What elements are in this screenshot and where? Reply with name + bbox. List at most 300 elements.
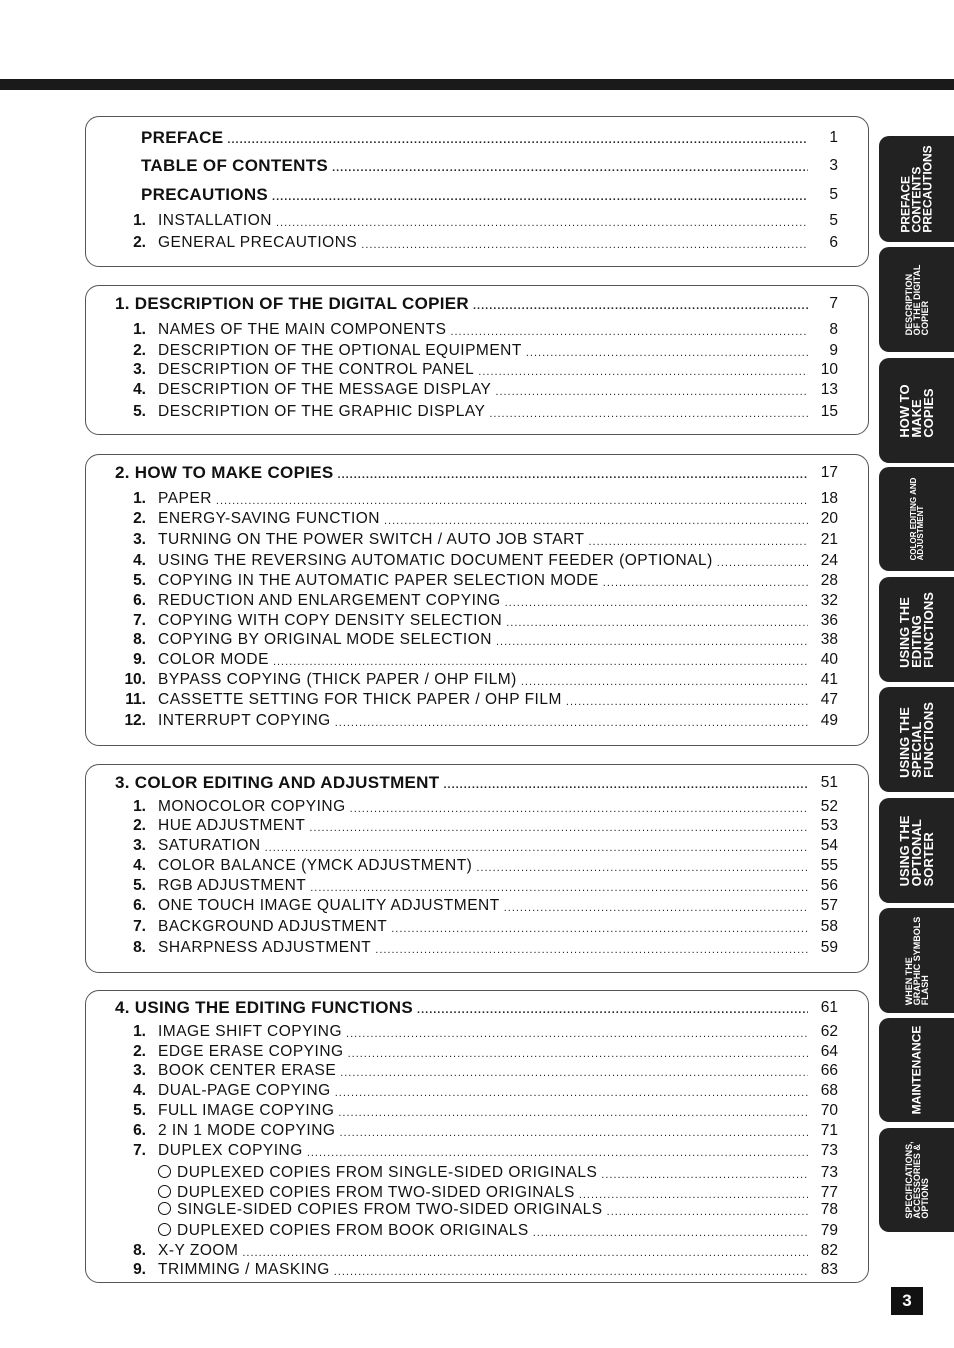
circle-bullet-icon: [158, 1223, 171, 1236]
toc-entry-title: [158, 631, 492, 649]
toc-entry[interactable]: [86, 529, 868, 549]
toc-page-number: 82: [820, 1242, 838, 1259]
toc-entry[interactable]: [86, 710, 868, 730]
toc-entry-title: [158, 651, 269, 669]
toc-entry-title: [158, 552, 713, 570]
toc-page-number: 56: [820, 877, 838, 894]
toc-entry-number: 6.: [133, 897, 146, 914]
toc-entry-label: MONOCOLOR COPYING: [158, 798, 346, 815]
dot-leader: [473, 299, 808, 313]
toc-page-number: 41: [820, 671, 838, 688]
toc-entry-title: [115, 464, 334, 482]
toc-entry-label: BOOK CENTER ERASE: [158, 1062, 337, 1079]
chapter-tab-line: PREFACE: [898, 175, 912, 233]
chapter-tab-line: SPECIFICATIONS,: [903, 1141, 914, 1219]
toc-entry-number: 8.: [133, 1242, 146, 1259]
toc-entry-title: [158, 510, 380, 528]
dot-leader: [450, 325, 808, 339]
toc-entry-number: 4.: [133, 1082, 146, 1099]
toc-entry[interactable]: [86, 937, 868, 957]
chapter-tab-label: [896, 591, 936, 668]
dot-leader: [603, 576, 808, 590]
toc-entry[interactable]: [86, 1100, 868, 1120]
chapter-tab-line: MAKE: [908, 398, 924, 438]
toc-entry[interactable]: [86, 1220, 868, 1240]
chapter-tab-line: SORTER: [920, 831, 936, 886]
toc-heading[interactable]: [86, 155, 868, 175]
toc-entry[interactable]: [86, 210, 868, 230]
dot-leader: [335, 1086, 808, 1100]
chapter-tab-line: EDITING: [908, 614, 924, 668]
toc-entry-number: 8.: [133, 939, 146, 956]
chapter-tab-label: [910, 478, 924, 561]
toc-entry-label: 2 IN 1 MODE COPYING: [158, 1122, 336, 1139]
toc-entry-number: 1.: [133, 1023, 146, 1040]
toc-entry[interactable]: [86, 815, 868, 835]
toc-entry-title: [141, 129, 223, 147]
dot-leader: [272, 190, 808, 204]
toc-entry[interactable]: [86, 669, 868, 689]
toc-entry-label: TABLE OF CONTENTS: [141, 156, 329, 175]
toc-entry-label: FULL IMAGE COPYING: [158, 1102, 335, 1119]
toc-entry-label: DESCRIPTION OF THE CONTROL PANEL: [158, 361, 475, 378]
toc-entry[interactable]: [86, 1060, 868, 1080]
toc-entry-label: HUE ADJUSTMENT: [158, 817, 306, 834]
toc-entry[interactable]: [86, 1080, 868, 1100]
toc-entry-label: PREFACE: [141, 128, 224, 147]
chapter-tab-label: [896, 815, 936, 886]
toc-entry-label: SATURATION: [158, 837, 261, 854]
chapter-tab-line: USING THE: [896, 815, 912, 886]
toc-entry-label: 4. USING THE EDITING FUNCTIONS: [115, 998, 414, 1017]
dot-leader: [375, 943, 808, 957]
chapter-tab[interactable]: [879, 908, 954, 1013]
toc-entry-title: [158, 897, 500, 915]
toc-page-number: 20: [820, 510, 838, 527]
toc-entry-title: [158, 592, 501, 610]
chapter-tab-line: COPIES: [920, 387, 936, 438]
toc-entry-title: [115, 999, 413, 1017]
toc-page-number: 66: [820, 1062, 838, 1079]
toc-entry-number: 5.: [133, 403, 146, 420]
toc-entry-title: [158, 939, 371, 957]
toc-entry-label: DUPLEX COPYING: [158, 1142, 303, 1159]
toc-entry-label: TURNING ON THE POWER SWITCH / AUTO JOB START: [158, 531, 585, 548]
chapter-tab-line: CONTENTS: [909, 166, 923, 233]
toc-entry-title: [158, 837, 261, 855]
chapter-tab[interactable]: [879, 1018, 954, 1122]
toc-page-number: 78: [820, 1201, 838, 1218]
toc-entry-number: 1.: [133, 798, 146, 815]
toc-heading[interactable]: [86, 462, 868, 482]
dot-leader: [339, 1126, 808, 1140]
toc-entry-title: [158, 212, 272, 230]
chapter-tab[interactable]: [879, 687, 954, 792]
toc-heading[interactable]: [86, 997, 868, 1017]
dot-leader: [417, 1003, 808, 1017]
toc-page-number: 5: [829, 186, 838, 203]
dot-leader: [526, 346, 808, 360]
toc-entry-number: 5.: [133, 1102, 146, 1119]
dot-leader: [265, 841, 808, 855]
toc-page-number: 52: [820, 798, 838, 815]
toc-entry[interactable]: [86, 508, 868, 528]
circle-bullet-icon: [158, 1185, 171, 1198]
chapter-tab-line: WHEN THE: [903, 956, 914, 1005]
toc-entry-label: DUPLEXED COPIES FROM TWO-SIDED ORIGINALS: [177, 1184, 575, 1201]
toc-page-number: 73: [820, 1164, 838, 1181]
toc-page-number: 24: [820, 552, 838, 569]
toc-entry[interactable]: [86, 610, 868, 630]
toc-entry[interactable]: [86, 232, 868, 252]
toc-entry-label: BYPASS COPYING (THICK PAPER / OHP FILM): [158, 671, 517, 688]
dot-leader: [242, 1246, 808, 1260]
dot-leader: [476, 861, 808, 875]
dot-leader: [227, 133, 808, 147]
dot-leader: [335, 716, 808, 730]
toc-page-number: 17: [820, 464, 838, 481]
toc-page-number: 9: [829, 342, 838, 359]
toc-entry[interactable]: [86, 1021, 868, 1041]
dot-leader: [717, 556, 808, 570]
toc-entry-number: 4.: [133, 381, 146, 398]
toc-entry-number: 3.: [133, 361, 146, 378]
toc-section-ch2: [85, 454, 869, 746]
toc-page-number: 51: [820, 774, 838, 791]
chapter-tab[interactable]: [879, 136, 954, 242]
toc-entry-number: 12.: [124, 712, 146, 729]
chapter-tab-line: HOW TO: [896, 383, 912, 438]
toc-entry-title: [158, 712, 331, 730]
toc-entry-title: [158, 1142, 303, 1160]
toc-entry-number: 5.: [133, 572, 146, 589]
toc-entry-number: 2.: [133, 510, 146, 527]
dot-leader: [504, 901, 808, 915]
dot-leader: [332, 161, 808, 175]
chapter-tab-line: ADJUSTMENT: [915, 505, 925, 561]
toc-entry-label: RGB ADJUSTMENT: [158, 877, 307, 894]
dot-leader: [346, 1027, 808, 1041]
toc-page-number: 55: [820, 857, 838, 874]
toc-entry-label: SINGLE-SIDED COPIES FROM TWO-SIDED ORIGINALS: [177, 1201, 603, 1218]
toc-entry-label: COPYING BY ORIGINAL MODE SELECTION: [158, 631, 492, 648]
toc-entry-title: [158, 1261, 330, 1279]
toc-entry-label: DESCRIPTION OF THE OPTIONAL EQUIPMENT: [158, 342, 522, 359]
toc-entry-label: EDGE ERASE COPYING: [158, 1043, 344, 1060]
chapter-tab-line: DESCRIPTION: [903, 273, 914, 335]
toc-page-number: 38: [820, 631, 838, 648]
toc-entry-number: 5.: [133, 877, 146, 894]
chapter-tab[interactable]: [879, 358, 954, 463]
toc-page-number: 70: [820, 1102, 838, 1119]
chapter-tab-label: [900, 145, 933, 232]
toc-page-number: 6: [829, 234, 838, 251]
chapter-tab-line: MAINTENANCE: [909, 1025, 923, 1115]
dot-leader: [496, 635, 808, 649]
toc-entry[interactable]: [86, 590, 868, 610]
chapter-tab[interactable]: [879, 577, 954, 682]
chapter-tab[interactable]: [879, 247, 954, 352]
chapter-tab-label: [905, 916, 929, 1005]
chapter-tab-label: [905, 1141, 929, 1218]
chapter-tab-label: [896, 383, 936, 438]
toc-entry-title: [158, 490, 212, 508]
chapter-tab-line: FUNCTIONS: [920, 701, 936, 778]
toc-entry[interactable]: [86, 1120, 868, 1140]
toc-entry-title: [158, 798, 346, 816]
top-rule: [0, 79, 954, 90]
chapter-tab-line: USING THE: [896, 706, 912, 778]
dot-leader: [495, 385, 808, 399]
toc-page-number: 64: [820, 1043, 838, 1060]
toc-entry-number: 2.: [133, 234, 146, 251]
dot-leader: [350, 802, 808, 816]
toc-entry[interactable]: [86, 629, 868, 649]
dot-leader: [443, 778, 808, 792]
toc-entry-title: [141, 157, 328, 175]
toc-page-number: 40: [820, 651, 838, 668]
toc-page-number: 71: [820, 1122, 838, 1139]
toc-entry-title: [158, 1062, 336, 1080]
toc-entry-title: [158, 572, 599, 590]
toc-entry-label: COPYING IN THE AUTOMATIC PAPER SELECTION MODE: [158, 572, 599, 589]
dot-leader: [489, 407, 808, 421]
toc-entry-number: 4.: [133, 857, 146, 874]
toc-entry-number: 6.: [133, 1122, 146, 1139]
chapter-tab-line: PRECAUTIONS: [920, 145, 934, 233]
toc-entry-label: CASSETTE SETTING FOR THICK PAPER / OHP FILM: [158, 691, 562, 708]
chapter-tab-line: ACCESSORIES &: [911, 1144, 922, 1219]
toc-entry-title: [158, 612, 502, 630]
chapter-tab-line: FLASH: [919, 974, 930, 1005]
toc-heading[interactable]: [86, 293, 868, 313]
dot-leader: [533, 1226, 808, 1240]
toc-entry-title: [158, 1201, 603, 1219]
toc-page-number: 68: [820, 1082, 838, 1099]
toc-section-ch3: [85, 764, 869, 973]
toc-entry-label: USING THE REVERSING AUTOMATIC DOCUMENT FEEDER (OPTIONAL): [158, 552, 713, 569]
toc-entry-title: [115, 774, 439, 792]
chapter-tab-line: OPTIONAL: [908, 818, 924, 886]
toc-entry-number: 8.: [133, 631, 146, 648]
toc-entry[interactable]: [86, 1240, 868, 1260]
toc-heading[interactable]: [86, 772, 868, 792]
toc-page-number: 62: [820, 1023, 838, 1040]
toc-entry-title: [158, 691, 562, 709]
toc-page-number: 28: [820, 572, 838, 589]
toc-entry-label: DUPLEXED COPIES FROM BOOK ORIGINALS: [177, 1222, 529, 1239]
toc-entry-number: 7.: [133, 1142, 146, 1159]
dot-leader: [506, 616, 808, 630]
toc-entry-label: 1. DESCRIPTION OF THE DIGITAL COPIER: [115, 294, 469, 313]
toc-page-number: 53: [820, 817, 838, 834]
toc-page-number: 10: [820, 361, 838, 378]
toc-entry-title: [158, 234, 357, 252]
dot-leader: [276, 216, 808, 230]
toc-entry-label: DESCRIPTION OF THE MESSAGE DISPLAY: [158, 381, 492, 398]
toc-entry-title: [115, 295, 469, 313]
chapter-tab-line: SPECIAL: [908, 721, 924, 778]
dot-leader: [478, 365, 808, 379]
toc-entry-number: 2.: [133, 1043, 146, 1060]
toc-entry-title: [158, 1222, 529, 1240]
dot-leader: [607, 1205, 808, 1219]
dot-leader: [505, 596, 808, 610]
toc-page-number: 7: [829, 295, 838, 312]
toc-entry-label: BACKGROUND ADJUSTMENT: [158, 918, 388, 935]
toc-entry-number: 9.: [133, 1261, 146, 1278]
toc-entry-title: [158, 1164, 597, 1182]
chapter-tab-line: COLOR EDITING AND: [908, 477, 918, 561]
toc-page-number: 59: [820, 939, 838, 956]
dot-leader: [273, 655, 808, 669]
toc-entry-label: DUPLEXED COPIES FROM SINGLE-SIDED ORIGINALS: [177, 1164, 598, 1181]
toc-page-number: 49: [820, 712, 838, 729]
toc-entry-title: [158, 918, 387, 936]
toc-entry-label: ENERGY-SAVING FUNCTION: [158, 510, 380, 527]
chapter-tab[interactable]: [879, 467, 954, 571]
toc-entry[interactable]: [86, 379, 868, 399]
toc-entry[interactable]: [86, 1199, 868, 1219]
toc-section-ch1: [85, 285, 869, 435]
toc-entry-number: 9.: [133, 651, 146, 668]
dot-leader: [384, 514, 808, 528]
toc-entry-title: [158, 1082, 331, 1100]
toc-entry-label: PAPER: [158, 490, 212, 507]
toc-page-number: 83: [820, 1261, 838, 1278]
toc-page-number: 73: [820, 1142, 838, 1159]
toc-entry-title: [158, 1122, 335, 1140]
toc-heading[interactable]: [86, 184, 868, 204]
chapter-tab-line: FUNCTIONS: [920, 591, 936, 668]
dot-leader: [340, 1066, 808, 1080]
toc-section-ch4: [85, 990, 869, 1283]
chapter-tab-label: [896, 701, 936, 778]
toc-entry-title: [158, 531, 584, 549]
dot-leader: [601, 1168, 808, 1182]
toc-heading[interactable]: [86, 127, 868, 147]
toc-page-number: 3: [829, 157, 838, 174]
toc-entry-number: 1.: [133, 490, 146, 507]
toc-entry[interactable]: [86, 1140, 868, 1160]
toc-page-number: 57: [820, 897, 838, 914]
chapter-tab[interactable]: [879, 1128, 954, 1232]
toc-entry-label: REDUCTION AND ENLARGEMENT COPYING: [158, 592, 501, 609]
chapter-tab-line: OF THE DIGITAL: [911, 264, 922, 335]
toc-entry-title: [158, 1102, 334, 1120]
toc-entry-title: [158, 817, 305, 835]
toc-entry-label: SHARPNESS ADJUSTMENT: [158, 939, 372, 956]
toc-entry-label: COLOR BALANCE (YMCK ADJUSTMENT): [158, 857, 473, 874]
toc-page-number: 15: [820, 403, 838, 420]
dot-leader: [361, 238, 808, 252]
toc-entry[interactable]: [86, 875, 868, 895]
toc-entry-label: GENERAL PRECAUTIONS: [158, 234, 358, 251]
toc-entry-number: 6.: [133, 592, 146, 609]
toc-entry-number: 4.: [133, 552, 146, 569]
toc-entry-title: [158, 321, 446, 339]
toc-entry[interactable]: [86, 550, 868, 570]
toc-entry[interactable]: [86, 401, 868, 421]
toc-entry-number: 7.: [133, 612, 146, 629]
circle-bullet-icon: [158, 1165, 171, 1178]
dot-leader: [588, 535, 808, 549]
toc-entry-label: INSTALLATION: [158, 212, 272, 229]
toc-entry-number: 1.: [133, 321, 146, 338]
toc-entry-title: [158, 1023, 342, 1041]
toc-entry[interactable]: [86, 916, 868, 936]
toc-entry-label: IMAGE SHIFT COPYING: [158, 1023, 343, 1040]
toc-page-number: 47: [820, 691, 838, 708]
toc-entry[interactable]: [86, 319, 868, 339]
dot-leader: [307, 1146, 808, 1160]
toc-entry-label: NAMES OF THE MAIN COMPONENTS: [158, 321, 447, 338]
dot-leader: [338, 468, 808, 482]
toc-entry[interactable]: [86, 488, 868, 508]
toc-entry-title: [158, 1043, 344, 1061]
toc-entry[interactable]: [86, 1162, 868, 1182]
toc-entry[interactable]: [86, 796, 868, 816]
toc-entry[interactable]: [86, 340, 868, 360]
toc-entry-label: X-Y ZOOM: [158, 1242, 239, 1259]
toc-page-number: 1: [829, 129, 838, 146]
toc-entry-title: [141, 186, 268, 204]
toc-page-number: 8: [829, 321, 838, 338]
toc-entry[interactable]: [86, 359, 868, 379]
toc-entry-number: 3.: [133, 837, 146, 854]
toc-entry[interactable]: [86, 855, 868, 875]
toc-entry[interactable]: [86, 895, 868, 915]
toc-entry-number: 2.: [133, 342, 146, 359]
chapter-tab-line: GRAPHIC SYMBOLS: [911, 916, 922, 1005]
toc-entry-label: 2. HOW TO MAKE COPIES: [115, 463, 334, 482]
toc-entry-label: ONE TOUCH IMAGE QUALITY ADJUSTMENT: [158, 897, 500, 914]
toc-page-number: 36: [820, 612, 838, 629]
toc-entry[interactable]: [86, 1041, 868, 1061]
dot-leader: [309, 821, 808, 835]
toc-entry[interactable]: [86, 570, 868, 590]
page-number: 3: [891, 1287, 923, 1315]
toc-entry-number: 7.: [133, 918, 146, 935]
toc-page-number: 21: [820, 531, 838, 548]
toc-entry-number: 1.: [133, 212, 146, 229]
dot-leader: [348, 1047, 808, 1061]
toc-entry-number: 10.: [124, 671, 146, 688]
toc-entry[interactable]: [86, 649, 868, 669]
toc-entry-title: [158, 381, 491, 399]
chapter-tab[interactable]: [879, 798, 954, 903]
toc-page-number: 58: [820, 918, 838, 935]
chapter-tab-label: [911, 1026, 922, 1115]
toc-entry-title: [158, 403, 485, 421]
dot-leader: [391, 922, 808, 936]
toc-entry-number: 3.: [133, 1062, 146, 1079]
toc-entry[interactable]: [86, 689, 868, 709]
chapter-tab-label: [905, 264, 929, 335]
toc-entry-number: 2.: [133, 817, 146, 834]
chapter-tab-line: OPTIONS: [919, 1178, 930, 1219]
chapter-tab-line: USING THE: [896, 596, 912, 668]
toc-entry[interactable]: [86, 1259, 868, 1279]
toc-page-number: 54: [820, 837, 838, 854]
toc-entry[interactable]: [86, 835, 868, 855]
toc-page-number: 5: [829, 212, 838, 229]
toc-entry-title: [158, 671, 517, 689]
toc-entry-number: 3.: [133, 531, 146, 548]
toc-entry-title: [158, 342, 522, 360]
toc-entry-title: [158, 361, 474, 379]
dot-leader: [310, 881, 808, 895]
